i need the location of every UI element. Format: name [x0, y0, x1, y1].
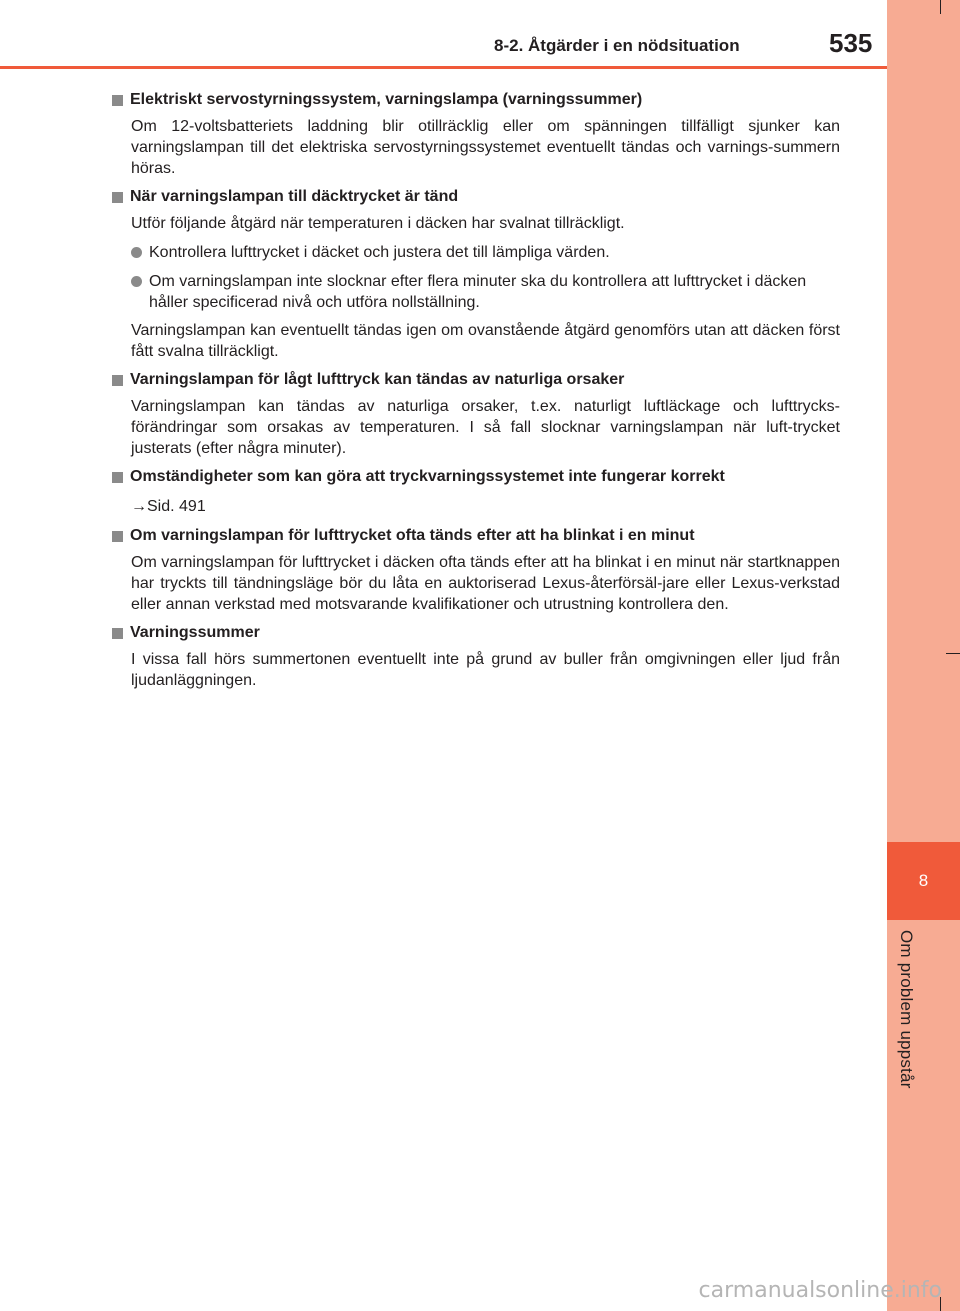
heading-text: Elektriskt servostyrningssystem, varningslampa (varningssummer) — [130, 91, 643, 108]
section-heading — [110, 89, 840, 111]
heading-text: Varningssummer — [130, 624, 260, 641]
section-heading — [110, 369, 840, 391]
chapter-number-tab — [887, 842, 960, 920]
square-bullet-icon — [112, 628, 123, 639]
chapter-number: 8 — [918, 871, 929, 890]
round-bullet-icon — [131, 247, 142, 258]
body-paragraph: Varningslampan kan tändas av naturliga orsaker, t.ex. naturligt luftläckage och lufttrycks-förändringar som orsakas av temperaturen. I så fall slocknar varningslampan när luft-trycket justerats (efter några minuter). — [131, 398, 840, 457]
page-content — [110, 82, 840, 693]
body-paragraph: Om varningslampan för lufttrycket i däcken ofta tänds efter att ha blinkat i en minut när startknappen har tryckts till tändningsläge bör du låta en auktoriserad Lexus-återförsäl-jare eller Lexus-verkstad eller annan verkstad med motsvarande kvalifikationer och utrustning kontrollera den. — [131, 554, 840, 613]
chapter-title: Om problem uppstår — [897, 930, 916, 1089]
round-bullet-icon — [131, 276, 142, 287]
square-bullet-icon — [112, 375, 123, 386]
body-paragraph: Utför följande åtgärd när temperaturen i däcken har svalnat tillräckligt. — [131, 215, 625, 232]
heading-text: Omständigheter som kan göra att tryckvarningssystemet inte fungerar korrekt — [130, 468, 725, 485]
chapter-sidebar — [887, 0, 960, 1311]
section-heading — [110, 622, 840, 644]
header-rule — [0, 66, 887, 69]
list-item — [110, 271, 840, 313]
section-heading — [110, 466, 840, 488]
watermark: carmanualsonline.info — [698, 1278, 942, 1303]
heading-text: Om varningslampan för lufttrycket ofta tänds efter att ha blinkat i en minut — [130, 527, 695, 544]
body-paragraph: Varningslampan kan eventuellt tändas igen om ovanstående åtgärd genomförs utan att däcken först fått svalna tillräckligt. — [131, 322, 840, 360]
square-bullet-icon — [112, 472, 123, 483]
heading-text: När varningslampan till däcktrycket är tänd — [130, 188, 459, 205]
heading-text: Varningslampan för lågt lufttryck kan tändas av naturliga orsaker — [130, 371, 625, 388]
list-item-text: Kontrollera lufttrycket i däcket och justera det till lämpliga värden. — [149, 244, 610, 261]
square-bullet-icon — [112, 192, 123, 203]
body-paragraph: I vissa fall hörs summertonen eventuellt inte på grund av buller från omgivningen eller ljud från ljudanläggningen. — [131, 651, 840, 689]
list-item-text: Om varningslampan inte slocknar efter flera minuter ska du kontrollera att lufttrycket i däcken håller specificerad nivå och utföra nollställning. — [149, 273, 807, 311]
section-heading — [110, 525, 840, 547]
square-bullet-icon — [112, 95, 123, 106]
page-reference-link[interactable]: →Sid. 491 — [131, 498, 206, 515]
section-heading — [110, 186, 840, 208]
body-paragraph: Om 12-voltsbatteriets laddning blir otillräcklig eller om spänningen tillfälligt sjunker kan varningslampan till det elektriska servostyrningssystemet eventuellt tändas och varnings-summern höras. — [131, 118, 840, 177]
square-bullet-icon — [112, 531, 123, 542]
crop-mark — [940, 0, 941, 14]
page-number: 535 — [829, 28, 873, 58]
crop-mark — [946, 653, 960, 654]
list-item — [110, 242, 840, 263]
section-title: 8-2. Åtgärder i en nödsituation — [494, 36, 740, 55]
